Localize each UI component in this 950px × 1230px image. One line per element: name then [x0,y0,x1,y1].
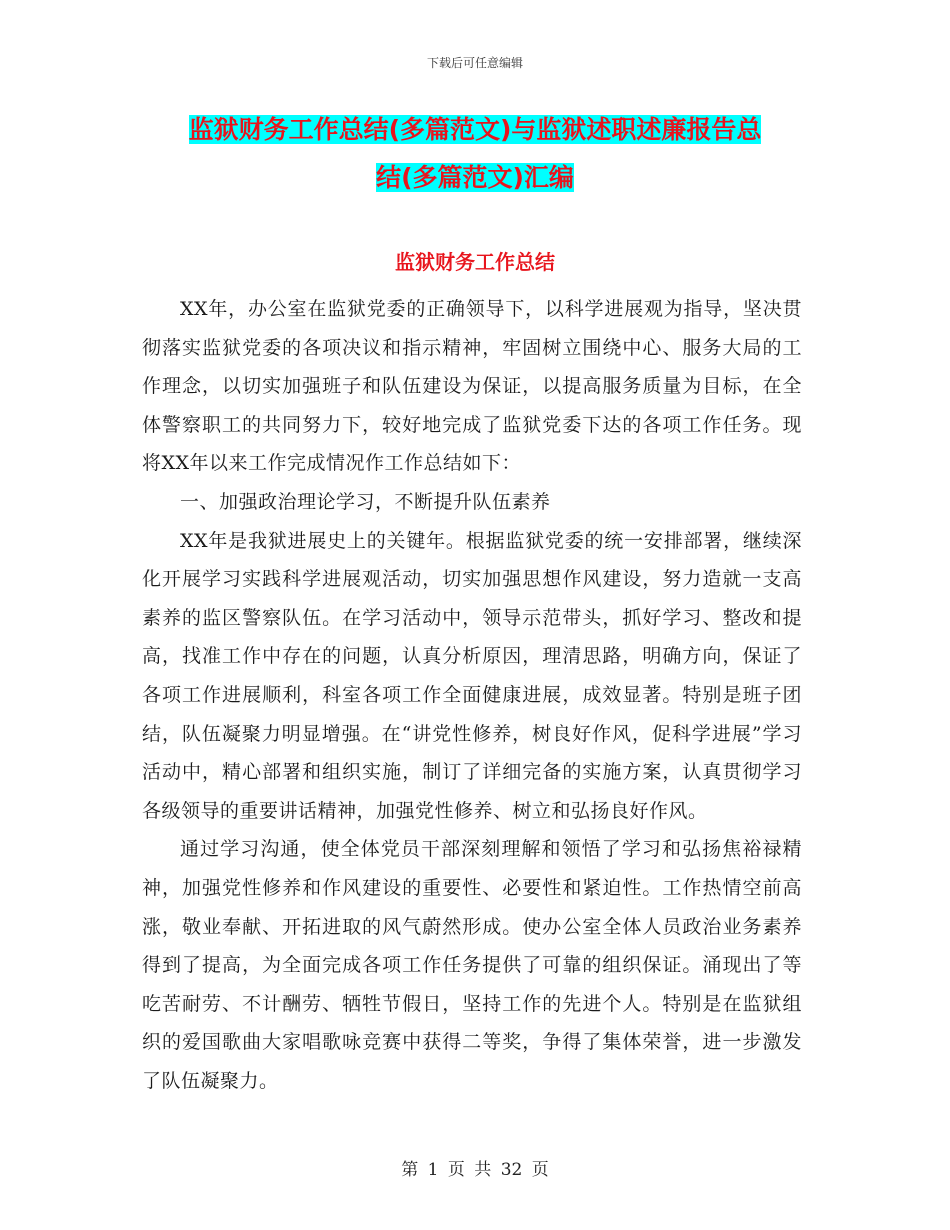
document-title-line-1: 监狱财务工作总结(多篇范文)与监狱述职述廉报告总 [188,115,762,144]
body-text [142,290,802,1100]
paragraph-communication: 通过学习沟通，使全体党员干部深刻理解和领悟了学习和弘扬焦裕禄精神，加强党性修养和作风建设的重要性、必要性和紧迫性。工作热情空前高涨，敬业奉献、开拓进取的风气蔚然形成。使办公室全体人员政治业务素养得到了提高，为全面完成各项工作任务提供了可靠的组织保证。涌现出了等吃苦耐劳、不计酬劳、牺牲节假日，坚持工作的先进个人。特别是在监狱组织的爱国歌曲大家唱歌咏竞赛中获得二等奖，争得了集体荣誉，进一步激发了队伍凝聚力。 [142,838,802,1092]
page-header-note: 下载后可任意编辑 [426,56,523,70]
paragraph-subheading: 一、加强政治理论学习，不断提升队伍素养 [180,490,551,513]
section-heading: 监狱财务工作总结 [395,250,555,274]
document-title-line-2: 结(多篇范文)汇编 [376,163,574,192]
paragraph-study: XX年是我狱进展史上的关键年。根据监狱党委的统一安排部署，继续深化开展学习实践科学进展观活动，切实加强思想作风建设，努力造就一支高素养的监区警察队伍。在学习活动中，领导示范带头，抓好学习、整改和提高，找准工作中存在的问题，认真分析原因，理清思路，明确方向，保证了各项工作进展顺利，科室各项工作全面健康进展，成效显著。特别是班子团结，队伍凝聚力明显增强。在“讲党性修养，树良好作风，促科学进展”学习活动中，精心部署和组织实施，制订了详细完备的实施方案，认真贯彻学习各级领导的重要讲话精神，加强党性修养、树立和弘扬良好作风。 [142,529,802,822]
paragraph-intro: XX年，办公室在监狱党委的正确领导下，以科学进展观为指导，坚决贯彻落实监狱党委的各项决议和指示精神，牢固树立围绕中心、服务大局的工作理念，以切实加强班子和队伍建设为保证，以提高服务质量为目标，在全体警察职工的共同努力下，较好地完成了监狱党委下达的各项工作任务。现将XX年以来工作完成情况作工作总结如下： [142,298,802,475]
document-title [140,106,810,202]
page-number-footer: 第 1 页 共 32 页 [401,1160,549,1180]
